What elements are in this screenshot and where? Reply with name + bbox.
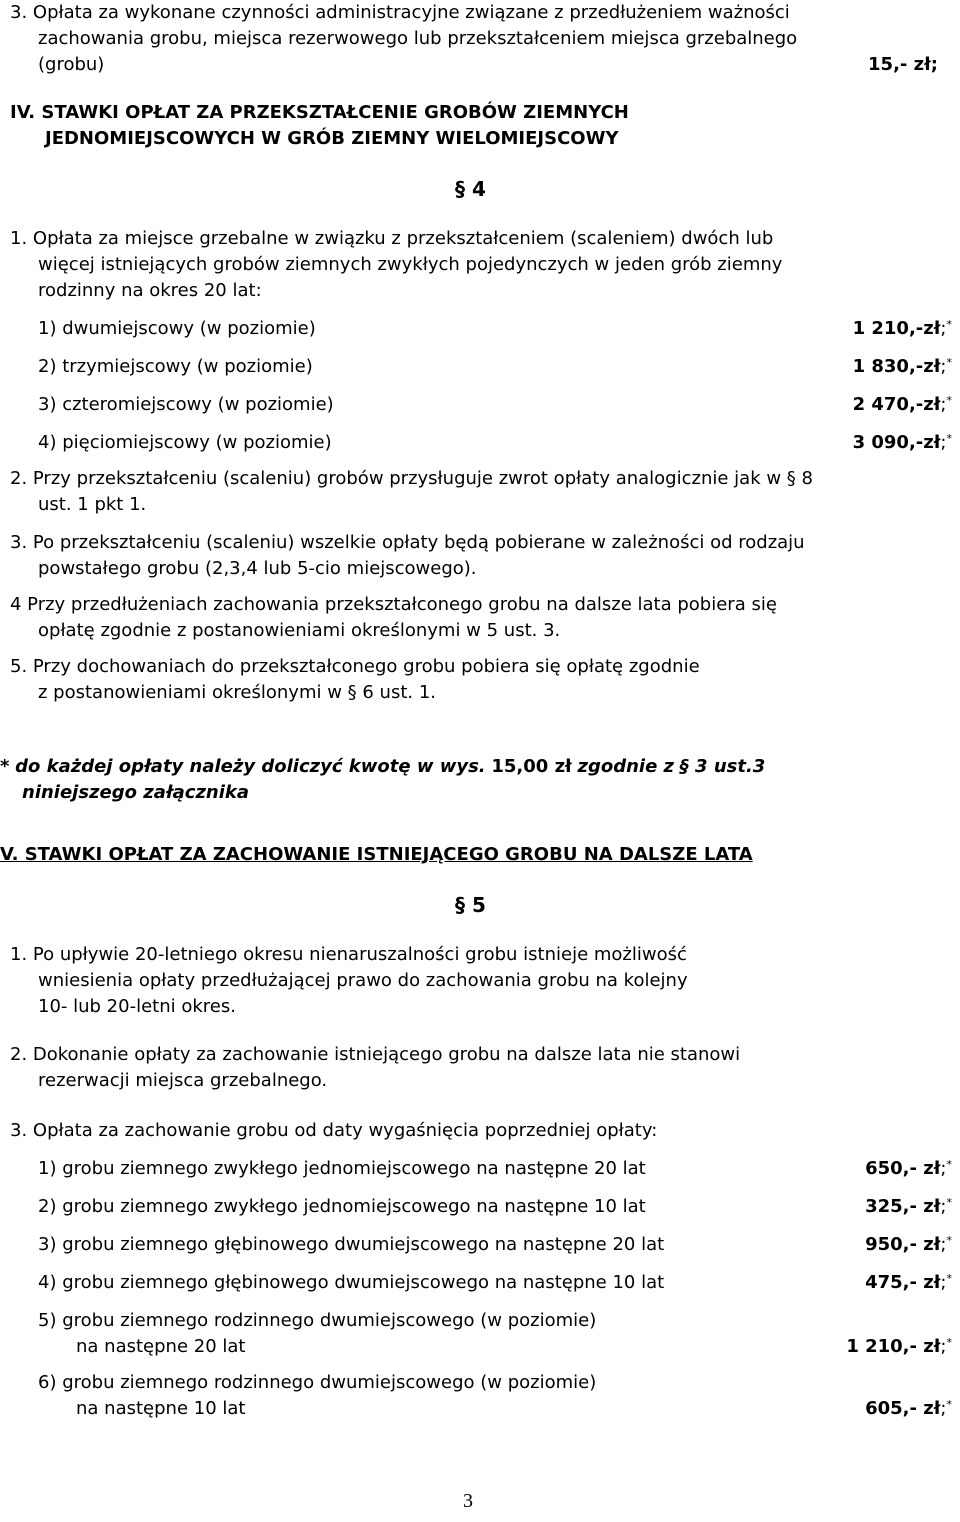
fee-note-line1: * do każdej opłaty należy doliczyć kwotę w wys. 15,00 zł zgodnie z § 3 ust.3	[0, 756, 766, 777]
section-iv-p4-line2: opłatę zgodnie z postanowieniami określonymi w 5 ust. 3.	[38, 620, 561, 641]
fee-v-3-amount: 950,- zł;*	[865, 1234, 952, 1255]
section-iv-p4-line1: 4 Przy przedłużeniach zachowania przekształconego grobu na dalsze lata pobiera się	[10, 594, 777, 615]
section-iv-p1-line1: 1. Opłata za miejsce grzebalne w związku z przekształceniem (scaleniem) dwóch lub	[10, 228, 774, 249]
paragraph-mark-5: § 5	[455, 893, 486, 917]
page-number: 3	[463, 1490, 473, 1512]
section-iv-p3-line1: 3. Po przekształceniu (scaleniu) wszelkie opłaty będą pobierane w zależności od rodzaju	[10, 532, 805, 553]
fee-v-6-amount: 605,- zł;*	[865, 1398, 952, 1419]
top-item-line3: (grobu)	[38, 54, 105, 75]
section-v-p1-line3: 10- lub 20-letni okres.	[38, 996, 236, 1017]
fee-v-6-line1: 6) grobu ziemnego rodzinnego dwumiejscowego (w poziomie)	[38, 1372, 597, 1393]
section-v-heading: V. STAWKI OPŁAT ZA ZACHOWANIE ISTNIEJĄCEGO GROBU NA DALSZE LATA	[0, 844, 753, 865]
section-v-p3-intro: 3. Opłata za zachowanie grobu od daty wygaśnięcia poprzedniej opłaty:	[10, 1120, 658, 1141]
fee-iv-4-amount: 3 090,-zł;*	[852, 432, 952, 453]
fee-iv-2-amount: 1 830,-zł;*	[852, 356, 952, 377]
section-v-p2-line2: rezerwacji miejsca grzebalnego.	[38, 1070, 328, 1091]
fee-v-2-amount: 325,- zł;*	[865, 1196, 952, 1217]
section-iv-p2-line2: ust. 1 pkt 1.	[38, 494, 147, 515]
section-v-p1-line2: wniesienia opłaty przedłużającej prawo do zachowania grobu na kolejny	[38, 970, 688, 991]
fee-iv-4-label: 4) pięciomiejscowy (w poziomie)	[38, 432, 332, 453]
section-v-p2-line1: 2. Dokonanie opłaty za zachowanie istniejącego grobu na dalsze lata nie stanowi	[10, 1044, 741, 1065]
section-iv-heading-line1: IV. STAWKI OPŁAT ZA PRZEKSZTAŁCENIE GROBÓW ZIEMNYCH	[10, 102, 629, 123]
section-iv-p1-line3: rodzinny na okres 20 lat:	[38, 280, 262, 301]
paragraph-mark-4: § 4	[455, 177, 486, 201]
fee-v-4-amount: 475,- zł;*	[865, 1272, 952, 1293]
fee-v-1-label: 1) grobu ziemnego zwykłego jednomiejscowego na następne 20 lat	[38, 1158, 646, 1179]
fee-v-3-label: 3) grobu ziemnego głębinowego dwumiejscowego na następne 20 lat	[38, 1234, 665, 1255]
section-iv-heading-line2: JEDNOMIEJSCOWYCH W GRÓB ZIEMNY WIELOMIEJSCOWY	[45, 128, 619, 149]
fee-iv-1-label: 1) dwumiejscowy (w poziomie)	[38, 318, 316, 339]
section-v-p1-line1: 1. Po upływie 20-letniego okresu nienaruszalności grobu istnieje możliwość	[10, 944, 687, 965]
fee-note-line2: niniejszego załącznika	[22, 782, 250, 803]
section-iv-p5-line1: 5. Przy dochowaniach do przekształconego grobu pobiera się opłatę zgodnie	[10, 656, 700, 677]
fee-iv-2-label: 2) trzymiejscowy (w poziomie)	[38, 356, 313, 377]
fee-v-6-line2: na następne 10 lat	[76, 1398, 246, 1419]
fee-v-2-label: 2) grobu ziemnego zwykłego jednomiejscowego na następne 10 lat	[38, 1196, 646, 1217]
section-iv-p5-line2: z postanowieniami określonymi w § 6 ust. 1.	[38, 682, 437, 703]
section-iv-p2-line1: 2. Przy przekształceniu (scaleniu) grobów przysługuje zwrot opłaty analogicznie jak w § 8	[10, 468, 813, 489]
fee-v-5-amount: 1 210,- zł;*	[846, 1336, 952, 1357]
fee-iv-3-label: 3) czteromiejscowy (w poziomie)	[38, 394, 334, 415]
fee-iv-1-amount: 1 210,-zł;*	[852, 318, 952, 339]
section-iv-p1-line2: więcej istniejących grobów ziemnych zwykłych pojedynczych w jeden grób ziemny	[38, 254, 783, 275]
fee-v-4-label: 4) grobu ziemnego głębinowego dwumiejscowego na następne 10 lat	[38, 1272, 665, 1293]
top-item-line1: 3. Opłata za wykonane czynności administracyjne związane z przedłużeniem ważności	[10, 2, 790, 23]
top-item-amount: 15,- zł;	[868, 54, 938, 75]
fee-v-5-line2: na następne 20 lat	[76, 1336, 246, 1357]
top-item-line2: zachowania grobu, miejsca rezerwowego lub przekształceniem miejsca grzebalnego	[38, 28, 798, 49]
fee-iv-3-amount: 2 470,-zł;*	[852, 394, 952, 415]
fee-v-1-amount: 650,- zł;*	[865, 1158, 952, 1179]
section-iv-p3-line2: powstałego grobu (2,3,4 lub 5-cio miejscowego).	[38, 558, 477, 579]
fee-v-5-line1: 5) grobu ziemnego rodzinnego dwumiejscowego (w poziomie)	[38, 1310, 597, 1331]
